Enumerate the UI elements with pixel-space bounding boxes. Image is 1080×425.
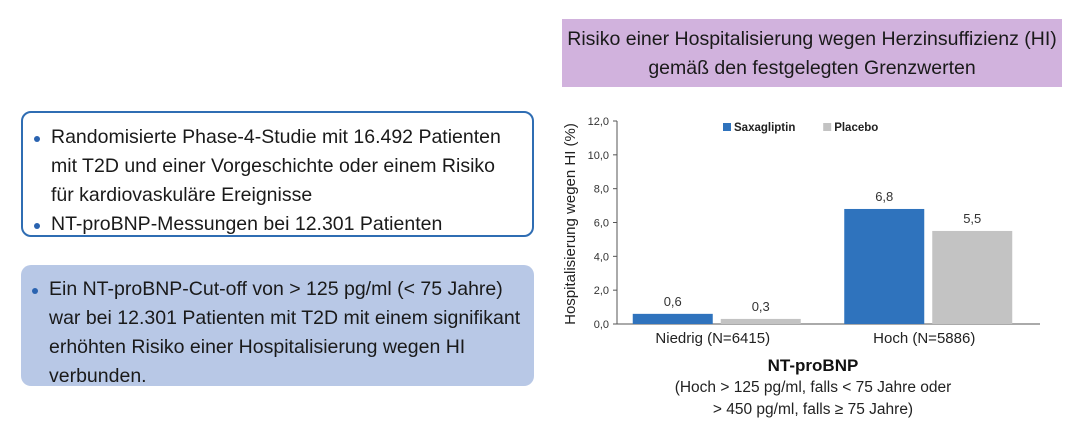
x-axis-label: NT-proBNP xyxy=(767,356,859,375)
bar-placebo-1 xyxy=(932,231,1012,324)
bar-saxagliptin-0 xyxy=(633,314,713,324)
bar-placebo-0 xyxy=(721,319,801,324)
y-axis-label: Hospitalisierung wegen HI (%) xyxy=(562,123,579,325)
y-tick-label: 12,0 xyxy=(587,116,609,128)
legend-swatch-saxagliptin xyxy=(723,123,731,131)
legend-label: Placebo xyxy=(834,122,879,134)
category-label: Niedrig (N=6415) xyxy=(655,330,771,347)
study-info-item-1: Randomisierte Phase-4-Studie mit 16.492 Patienten mit T2D und einer Vorgeschichte oder einem Risiko für kardiovaskuläre Ereignisse xyxy=(31,123,522,210)
y-tick-label: 0,0 xyxy=(593,319,609,331)
y-tick-label: 6,0 xyxy=(593,217,609,230)
chart-title: Risiko einer Hospitalisierung wegen Herzinsuffizienz (HI) gemäß den festgelegten Grenzwerten xyxy=(562,19,1062,87)
legend-swatch-placebo xyxy=(823,123,831,131)
x-axis-sublabel: > 450 pg/ml, falls ≥ 75 Jahre) xyxy=(712,401,914,418)
data-label: 5,5 xyxy=(963,210,982,226)
data-label: 0,6 xyxy=(663,293,682,309)
y-tick-label: 2,0 xyxy=(593,285,609,298)
y-tick-label: 8,0 xyxy=(593,183,609,196)
chart-bars xyxy=(633,209,1013,324)
data-label: 6,8 xyxy=(875,188,894,204)
bar-saxagliptin-1 xyxy=(844,209,924,324)
y-tick-label: 10,0 xyxy=(587,149,609,162)
data-label: 0,3 xyxy=(751,298,770,314)
y-tick-label: 4,0 xyxy=(593,251,609,264)
result-item-1: Ein NT-proBNP-Cut-off von > 125 pg/ml (< 75 Jahre) war bei 12.301 Patienten mit T2D mit einem signifikant erhöhten Risiko einer Hospitalisierung wegen HI verbunden. xyxy=(29,275,524,391)
category-label: Hoch (N=5886) xyxy=(873,330,976,347)
study-info-item-2: NT-proBNP-Messungen bei 12.301 Patienten xyxy=(31,210,522,239)
x-axis-sublabel: (Hoch > 125 pg/ml, falls < 75 Jahre oder xyxy=(674,379,952,396)
legend-label: Saxagliptin xyxy=(734,122,796,134)
